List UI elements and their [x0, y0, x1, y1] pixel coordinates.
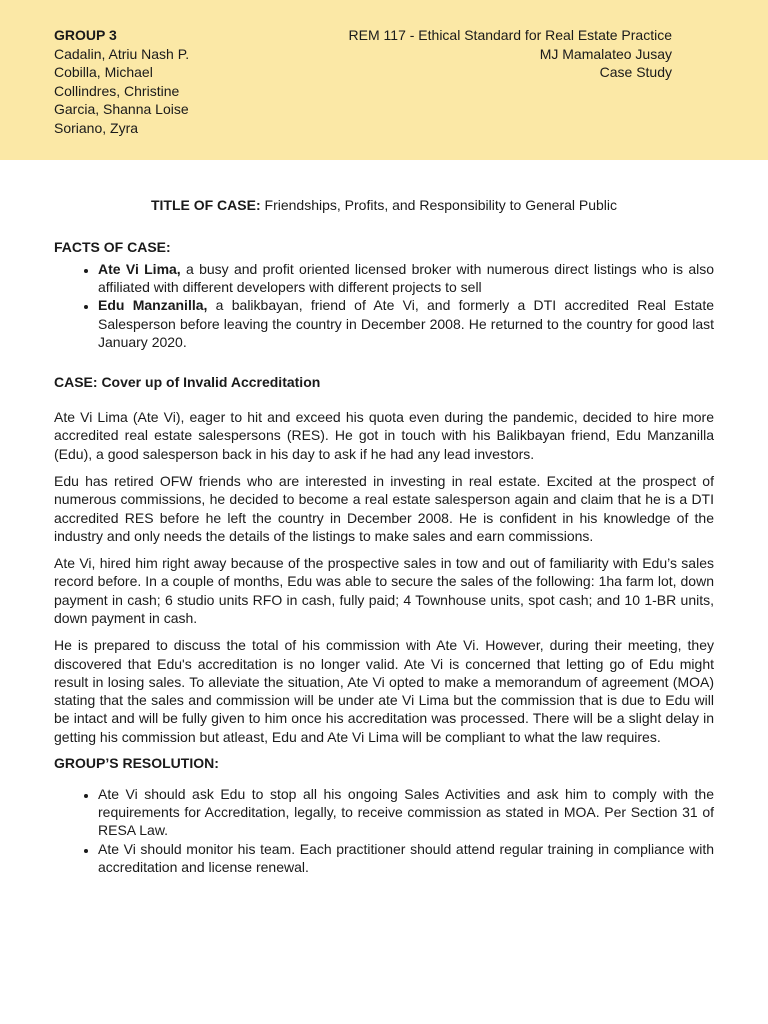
- member-name: Garcia, Shanna Loise: [54, 101, 189, 118]
- case-title-label: TITLE OF CASE:: [150, 197, 261, 213]
- facts-heading: FACTS OF CASE:: [54, 239, 171, 255]
- member-name: Soriano, Zyra: [54, 119, 139, 136]
- case-paragraph: Ate Vi, hired him right away because of the prospective sales in tow and out of familiarity with Edu’s sales record before. In a couple of months, Edu was able to secure the sales of the following: 1ha farm lot, down payment in cash; 6 studio units RFO in cash, fully paid; 4 Townhouse units, spot cash; and 10 1-BR units, down payment in cash.: [54, 555, 714, 626]
- group-members: [54, 26, 189, 138]
- fact-person: Ate Vi Lima,: [98, 261, 181, 277]
- fact-item: [98, 260, 714, 296]
- facts-list: [54, 260, 714, 351]
- fact-description: a balikbayan, friend of Ate Vi, and formerly a DTI accredited Real Estate Salesperson before leaving the country in December 2008. He returned to the country for good last January 2020.: [98, 297, 715, 350]
- member-name: Collindres, Christine: [54, 82, 180, 99]
- resolution-item: • Ate Vi should monitor his team. Each practitioner should attend regular training in compliance with accreditation and license renewal.: [98, 840, 714, 876]
- resolution-item: • Ate Vi should ask Edu to stop all his ongoing Sales Activities and ask him to comply with the requirements for Accreditation, legally, to receive commission as stated in MOA. Per Section 31 of RESA Law.: [98, 785, 714, 840]
- fact-person: Edu Manzanilla,: [98, 297, 208, 314]
- resolution-list: [54, 785, 714, 876]
- resolution-heading: GROUP’S RESOLUTION:: [54, 755, 219, 772]
- case-paragraph: Edu has retired OFW friends who are interested in investing in real estate. Excited at the prospect of numerous commissions, he decided to become a real estate salesperson again and claim that he is a DTI accredited RES before he left the country in December 2008. He is confident in his knowledge of the industry and only needs the details of the listings to make sales and earn commissions.: [54, 472, 714, 544]
- fact-description: a busy and profit oriented licensed broker with numerous direct listings who is also affiliated with different developers with different projects to sell: [98, 261, 714, 296]
- member-name: Cadalin, Atriu Nash P.: [54, 45, 190, 62]
- fact-item: [98, 296, 714, 351]
- case-paragraph: He is prepared to discuss the total of his commission with Ate Vi. However, during their meeting, they discovered that Edu's accreditation is no longer valid. Ate Vi is concerned that letting go of Edu might result in losing sales. To alleviate the situation, Ate Vi opted to make a memorandum of agreement (MOA) stating that the sales and commission will be under ate Vi Lima but the commission that is due to Edu will be intact and will be fully given to him once his accreditation was processed. There will be a slight delay in getting his commission but atleast, Edu and Ate Vi Lima will be compliant to what the law requires.: [54, 637, 714, 745]
- header-band: [0, 0, 768, 160]
- case-title: [54, 196, 714, 214]
- case-title-text: Friendships, Profits, and Responsibility to General Public: [260, 197, 618, 213]
- course-info: [349, 26, 672, 82]
- case-heading: CASE: Cover up of Invalid Accreditation: [54, 374, 321, 391]
- document-body: [54, 188, 714, 876]
- member-name: Cobilla, Michael: [54, 64, 153, 81]
- course-title: REM 117 - Ethical Standard for Real Estate Practice: [348, 27, 672, 43]
- group-label: GROUP 3: [54, 27, 117, 43]
- instructor-name: MJ Mamalateo Jusay: [539, 45, 672, 62]
- case-paragraph: Ate Vi Lima (Ate Vi), eager to hit and exceed his quota even during the pandemic, decided to hire more accredited real estate salespersons (RES). He got in touch with his Balikbayan friend, Edu Manzanilla (Edu), a good salesperson back in his day to ask if he had any lead investors.: [54, 409, 714, 462]
- document-type: Case Study: [599, 64, 672, 81]
